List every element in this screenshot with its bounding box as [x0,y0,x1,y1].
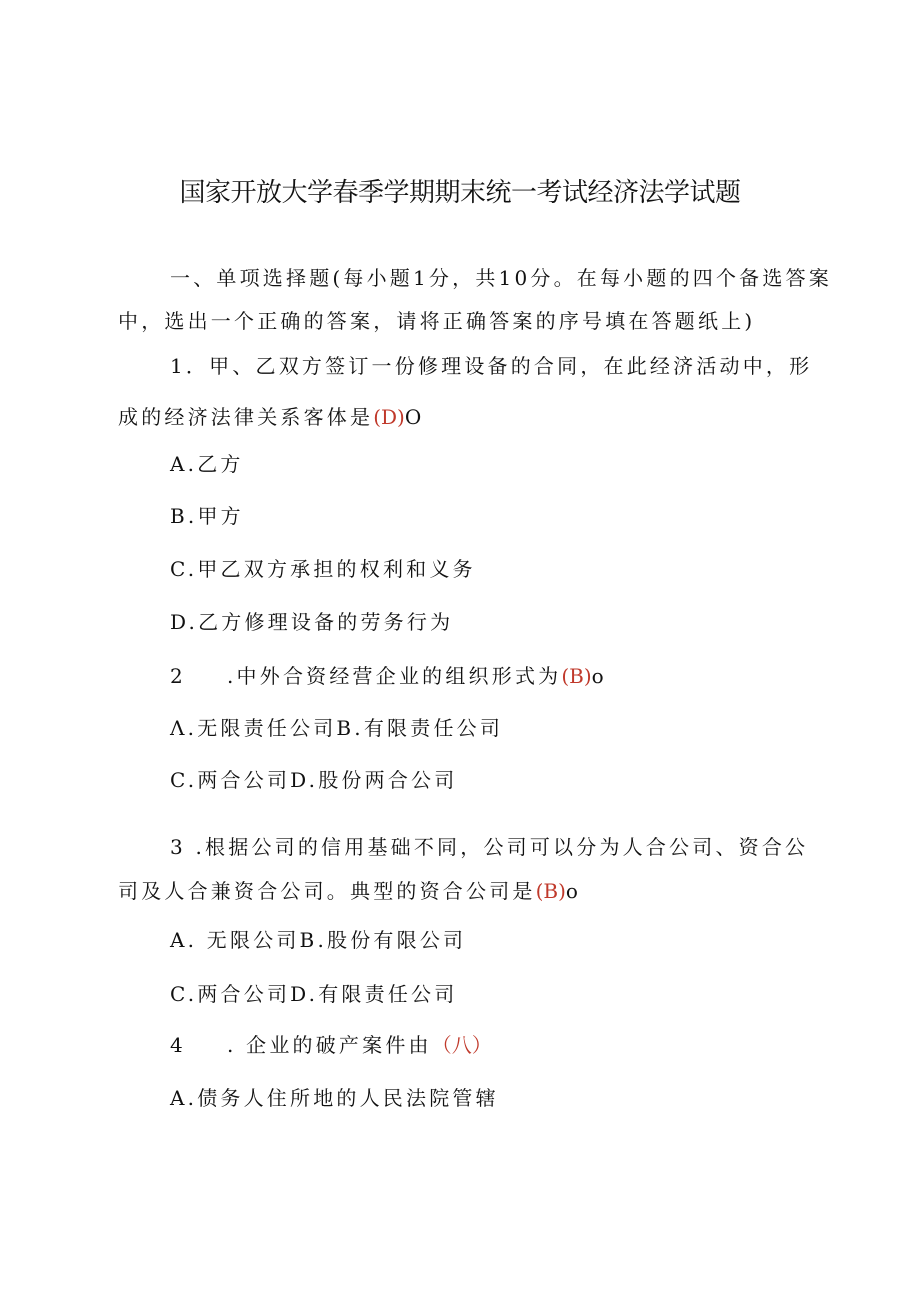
question-1-line-1: 1．甲、乙双方签订一份修理设备的合同，在此经济活动中，形 [170,354,813,378]
question-1-text: 成的经济法律关系客体是 [118,405,374,429]
question-3-options-1: A. 无限公司B.股份有限公司 [170,928,467,952]
question-2-suffix: o [591,664,607,688]
question-3-line-2 [118,877,581,905]
section-heading-line-1: 一、单项选择题(每小题1分，共10分。在每小题的四个备选答案 [170,266,832,290]
question-3-suffix: o [565,879,582,903]
question-3-line-1: 3 .根据公司的信用基础不同，公司可以分为人合公司、资合公 [170,835,809,859]
question-3-text: 司及人合兼资合公司。典型的资合公司是 [118,879,536,903]
question-1-option-b: B.甲方 [170,504,244,528]
question-2-options-2: C.两合公司D.股份两合公司 [170,768,458,792]
question-2-text: .中外合资经营企业的组织形式为 [227,664,562,688]
section-heading-line-2: 中，选出一个正确的答案，请将正确答案的序号填在答题纸上) [118,309,756,333]
question-4-answer: （八） [431,1033,492,1057]
question-1-option-d: D.乙方修理设备的劳务行为 [170,610,454,634]
question-4-line [170,1031,492,1059]
question-1-option-a: A.乙方 [170,452,244,476]
question-1-line-2 [118,403,424,431]
question-1-option-c: C.甲乙双方承担的权利和义务 [170,557,476,581]
question-4-text: . 企业的破产案件由 [227,1033,432,1057]
question-2-line [170,662,607,690]
question-3-options-2: C.两合公司D.有限责任公司 [170,982,458,1006]
question-4-number: 4 [170,1033,186,1057]
question-1-suffix: O [404,405,425,429]
question-2-number: 2 [170,664,186,688]
page-title: 国家开放大学春季学期期末统一考试经济法学试题 [179,178,741,208]
question-1-answer: (D) [373,405,405,429]
question-4-option-a: A.债务人住所地的人民法院管辖 [170,1086,499,1110]
question-3-answer: (B) [535,879,566,903]
question-2-options-1: Λ.无限责任公司B.有限责任公司 [170,716,504,740]
question-2-answer: (B) [561,664,592,688]
